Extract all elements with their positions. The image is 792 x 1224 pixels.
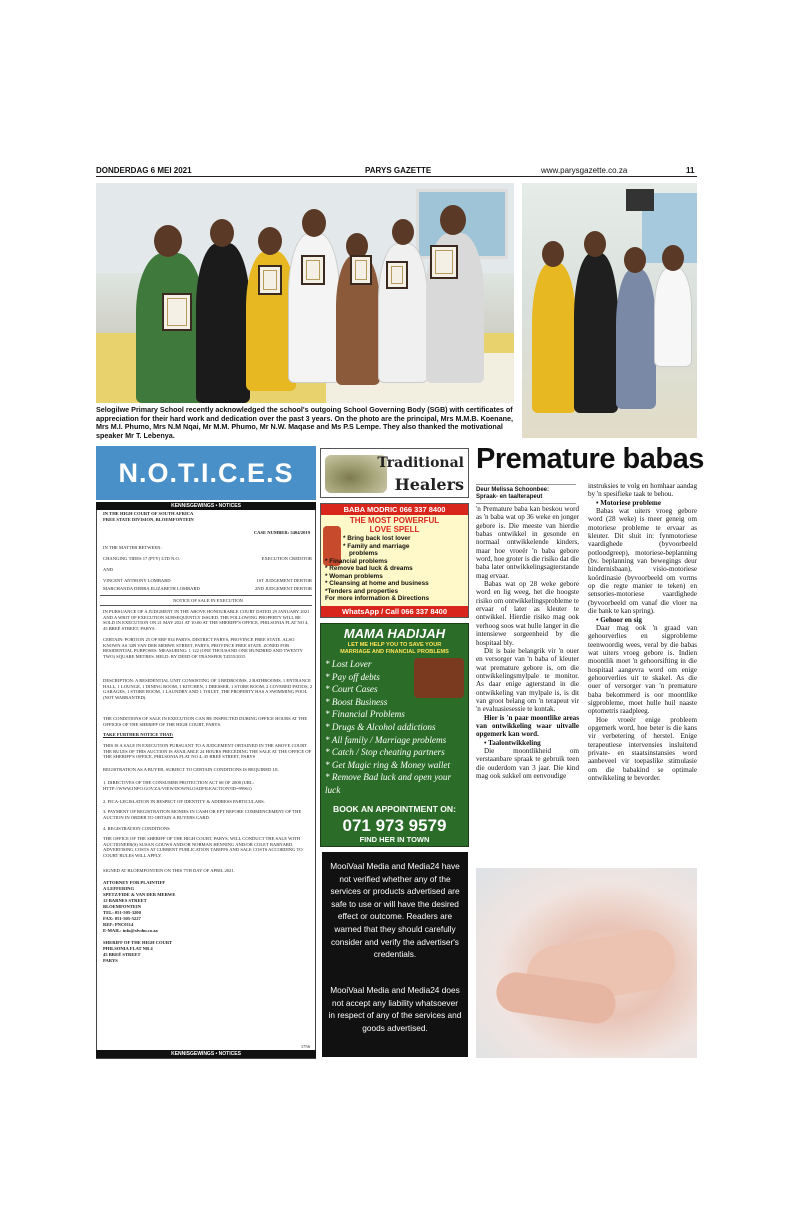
debtor1-name: VINCENT ANTHONY LOMBARD: [103, 578, 171, 583]
byline-role: Spraak- en taalterapeut: [476, 494, 543, 500]
mama-item: * All family / Marriage problems: [325, 734, 447, 745]
baby-photo: [476, 868, 697, 1058]
article-subheading: • Gehoor en sig: [596, 615, 642, 624]
condition-4: 4. REGISTRATION CONDITIONS: [103, 826, 170, 831]
attorney-line: FAX: 051-505-5227: [103, 916, 141, 921]
notice-para-2: CERTAIN: PORTION 25 OF ERF 834 PARYS, DISTRICT PARYS, PROVINCE FREE STATE. ALSO KNOWN AS 32B VAN DER MERWE STREET, PARYS, PROVINCE FREE STATE. ZONED FOR RESIDENTIAL PURPOSES. MEASURING: 1 122 (ONE THOUSAND ONE HUNDRED AND TWENTY TWO) SQUARE METRES. HELD: BY DEED OF TRANSFER T4555/2015: [103, 637, 303, 659]
notice-para-6: REGISTRATION AS A BUYER, SUBJECT TO CERTAIN CONDITIONS IS REQUIRED I.E.: [103, 767, 280, 772]
attorney-line: 12 BARNES STREET: [103, 898, 147, 903]
mama-sub-2: MARRIAGE AND FINANCIAL PROBLEMS: [340, 648, 449, 655]
healers-ad: [320, 448, 469, 498]
court-division: FREE STATE DIVISION, BLOEMFONTEIN: [103, 517, 194, 522]
page-number: 11: [686, 166, 695, 175]
condition-3: 3. PAYMENT OF REGISTRATION MONIES IN CASH OR EFT BEFORE COMMENCEMENT OF THE AUCTION IN ORDER TO OBTAIN A BUYERS CARD.: [103, 809, 302, 820]
mama-book: BOOK AN APPOINTMENT ON:: [332, 804, 456, 814]
baba-phone: BABA MODRIC 066 337 8400: [321, 504, 468, 515]
notice-para-1: IN PURSUANCE OF A JUDGMENT IN THE ABOVE HONOURABLE COURT DATED 29 JANUARY 2021 AND A WRIT OF EXECUTION SUBSEQUENTLY ISSUED, THE FOLLOWING PROPERTY WILL BE SOLD IN EXECUTION ON 21 MAY 2021 AT 10:00 AT THE SHERIFF'S OFFICE, PHILSONIA FLAT NO 4, 45 BREË STREET, PARYS.: [103, 609, 310, 631]
byline: [476, 484, 576, 504]
byline-author: Deur Melissa Schoonbee:: [476, 487, 550, 493]
baba-item: * Woman problems: [325, 572, 383, 580]
mama-item: * Get Magic ring & Money wallet: [325, 759, 451, 770]
in-matter: IN THE MATTER BETWEEN:: [103, 545, 162, 550]
article-column-2: [588, 482, 697, 782]
mama-item: * Drugs & Alcohol addictions: [325, 721, 436, 732]
article-paragraph: Dit is baie belangrik vir 'n ouer en versorger van 'n baba of kleuter wat premature gebore is, om die ontwikkelingsmylpale te monitor. As daar enige agterstand in die ontwikkeling van mylpale is, is dit van groot belang om 'n terapeut vir 'n evaluasiesessie te kontak.: [476, 646, 579, 714]
mama-item: * Court Cases: [325, 684, 378, 695]
article-paragraph: Die moontlikheid om verstaanbare spraak te gebruik teen die ouderdom van 3 jaar. Die kind mag ook sukkel om eenvoudige: [476, 746, 579, 780]
debtor2-role: 2ND JUDGEMENT DEBTOR: [255, 586, 312, 591]
attorney-line: TEL: 051-505-3200: [103, 910, 141, 915]
notice-para-3: DESCRIPTION: A RESIDENTIAL UNIT CONSISTING OF 3 BEDROOMS, 2 BATHROOMS, 1 ENTRANCE HALL, 1 LOUNGE, 1 DINING ROOM, 1 KITCHEN, 1 DRESSER, 1 STORE ROOM, 2 COVERED PATIOS, 2 GARAGES, 1 STORE ROOM, 1 LAUNDRY AND 1 TOILET. THE PROPERTY HAS A SWIMMING POOL (NOT WARRANTED).: [103, 678, 313, 700]
disclaimer-2: MooiVaal Media and Media24 does not accept any liability whatsoever in respect of any of the services and goods advertised.: [328, 985, 462, 1033]
baba-item: * Bring back lost lover: [343, 535, 411, 542]
sheriff-line: SHERIFF OF THE HIGH COURT: [103, 940, 173, 945]
sheriff-line: PHILSONIA FLAT NR 4: [103, 946, 153, 951]
attorney-email: E-MAIL: info@sfvdm.co.za: [103, 928, 158, 933]
creditor-name: CHANGING TIDES 17 (PTY) LTD N.O.: [103, 556, 180, 561]
notice-para-5: THIS IS A SALE IN EXECUTION PURSUANT TO A JUDGEMENT OBTAINED IN THE ABOVE COURT. THE RULES OF THIS AUCTION IS AVAILABLE 24 HOURS PRECEDING THE SALE AT THE OFFICE OF THE SHERIFF'S OFFICE, PHILSONIA FLAT NO 4, 45 BREË STREET, PARYS: [103, 743, 312, 760]
sale-heading: NOTICE OF SALE IN EXECUTION: [173, 598, 243, 603]
mama-item: * Lost Lover: [325, 659, 372, 669]
notice-para-7: THE OFFICE OF THE SHERIFF OF THE HIGH COURT, PARYS, WILL CONDUCT THE SALE WITH AUCTIONEER(S) SUSAN GOUWS AND/OR NORMAN HENNING AND/OR COLET BARNARD. ADVERTISING COSTS AT CURRENT PUBLICATION TARIFFS AND SALE COSTS ACCORDING TO COURT RULES WILL APPLY.: [103, 836, 303, 858]
attorney-line: A LEFFERING: [103, 886, 135, 891]
healers-title-1: Traditional: [377, 455, 464, 471]
attorney-line: REF: PNC0114: [103, 922, 134, 927]
article-subheading: • Taalontwikkeling: [484, 738, 541, 747]
baba-head-2: LOVE SPELL: [369, 525, 420, 534]
website: www.parysgazette.co.za: [541, 166, 628, 175]
article-paragraph: Hoe vroeër enige probleem opgemerk word, hoe beter is die kans vir verbetering of herstel. Enige terapeutiese intervensies insluitend private- en staatsinstansies word aanbeveel vir toepaslike stimulasie om die babakind se optimale ontwikkeling te bevorder.: [588, 715, 697, 783]
baba-item: For more information & Directions: [325, 595, 430, 602]
side-group-photo: [522, 183, 697, 438]
header-rule: [96, 176, 697, 177]
article-paragraph: Daar mag ook 'n graad van gehoorverlies en sigprobleme teenwoordig wees, veral by die babas wat uiters vroeg gebore is. Indien moontlik moet 'n gehoorsifting in die hospitaal aangevra word om enige gehoorverlies uit te skakel. As die ouer of versorger van 'n premature baba bekommerd is oor moontlike sigprobleme, moet hulle huil naaste optometris raadpleeg.: [588, 623, 697, 716]
notices-strip-bottom: KENNISGEWINGS • NOTICES: [96, 1050, 316, 1058]
and-text: AND: [103, 567, 113, 572]
sheriff-line: 45 BREË STREET: [103, 952, 141, 957]
disclaimer-1: MooiVaal Media and Media24 have not verified whether any of the services or products advertised are safe to use or will have the desired effect or outcome. Readers are warned that they should carefully consider and verify the advertiser's credentials.: [330, 861, 460, 960]
mama-item: * Catch / Stop cheating partners: [325, 747, 445, 758]
healers-title-2: Healers: [394, 475, 464, 494]
baba-whatsapp: WhatsApp / Call 066 337 8400: [321, 606, 468, 617]
baba-modric-ad: [320, 503, 469, 618]
mama-find: FIND HER IN TOWN: [359, 835, 430, 844]
take-notice: TAKE FURTHER NOTICE THAT:: [103, 732, 174, 737]
baba-item: * Financial problems: [325, 557, 388, 565]
mama-phone: 071 973 9579: [342, 816, 447, 835]
baba-item: * Cleansing at home and business: [325, 580, 429, 587]
article-paragraph: Babas wat op 28 weke gebore word en lig weeg, het die hoogste risiko om ontwikkelingsprobleme te ervaar of later as kleuter te ontwikkel. Hierdie risiko mag ook verhoog soos wat hulle langer in die intensiewe sorgeenheid by die hospitaal bly.: [476, 580, 579, 647]
notices-banner: N.O.T.I.C.E.S: [96, 446, 316, 500]
baba-head-1: THE MOST POWERFUL: [349, 516, 440, 525]
notice-para-4: THE CONDITIONS OF SALE IN EXECUTION CAN BE INSPECTED DURING OFFICE HOURS AT THE OFFICES OF THE SHERIFF OF THE HIGH COURT, PARYS.: [103, 716, 308, 727]
debtor1-role: 1ST JUDGEMENT DEBTOR: [256, 578, 312, 583]
baba-item: * Remove bad luck & dreams: [325, 565, 413, 572]
sheriff-line: PARYS: [103, 958, 118, 963]
mama-item: * Pay off debts: [325, 671, 380, 682]
photo-caption: Selogilwe Primary School recently acknowledged the school's outgoing School Governing Body (SGB) with certificates of appreciation for their hard work and dedication over the past 3 years. On the photo are the principal, Mrs M.M.B. Koenane, Mrs M.I. Phumo, Mrs N.M Nqai, Mr M.M. Phumo, Mr N.W. Maqase and Ms P.S Lempe. They also thanked the motivational speaker Mr T. Lebenya.: [96, 405, 513, 440]
article-paragraph: Babas wat uiters vroeg gebore word (28 weke) is meer geneig om motoriese probleme te ervaar as kleuter. Dit sluit in: fynmotoriese vaardighede (byvoorbeeld potloodgreep), motoriese-beplanning (bv. beplanning van bewegings deur hindernisbaan), visio-motoriese koördinasie (byvoorbeeld om vorms op die regte manier te teken) en sensories-motoriese vaardighede (byvoorbeeld om vanaf die vloer na die bank te kan spring).: [588, 507, 697, 616]
article-title: Premature babas: [476, 443, 704, 475]
mama-item: * Remove Bad luck and open your luck: [325, 772, 452, 795]
baba-item: * Family and marriage: [343, 542, 410, 550]
attorney-line: BLOEMFONTEIN: [103, 904, 142, 909]
article-column-1: [476, 505, 579, 780]
issue-date: DONDERDAG 6 MEI 2021: [96, 166, 192, 175]
case-number: CASE NUMBER: 5404/2019: [253, 530, 310, 535]
notice-ref: 1756: [300, 1044, 310, 1049]
article-paragraph: Hier is 'n paar moontlike areas van ontwikkeling waar uitvalle opgemerk kan word.: [476, 713, 579, 739]
signed-line: SIGNED AT BLOEMFONTEIN ON THIS 7TH DAY OF APRIL 2021.: [103, 868, 235, 873]
mama-item: * Financial Problems: [325, 709, 405, 720]
creditor-role: EXECUTION CREDITOR: [261, 556, 312, 561]
mama-item: * Boost Business: [325, 696, 388, 707]
baba-item: problems: [349, 550, 378, 557]
paper-name: PARYS GAZETTE: [365, 166, 432, 175]
attorney-heading: ATTORNEY FOR PLAINTIFF: [103, 880, 166, 885]
debtor2-name: MARCHANDA DEBRA ELIZABETH LOMBARD: [103, 586, 200, 591]
condition-2: 2. FICA-LEGISLATION IN RESPECT OF IDENTITY & ADDRESS PARTICULARS.: [103, 799, 265, 804]
court-name: IN THE HIGH COURT OF SOUTH AFRICA: [103, 511, 194, 516]
article-paragraph: 'n Premature baba kan beskou word as 'n baba wat op 36 weke en jonger gebore is. Die meeste van hierdie babas ontwikkel in gesonde en normaal ontwikkelende kinders, maar hoe vroeër 'n baba gebore word, hoe groter is die risiko dat die baba later ontwikkelingsagterstande mag ervaar.: [476, 505, 579, 580]
advertiser-disclaimer: [322, 852, 468, 1057]
attorney-line: SPETZ/FIDE & VAN DER MERWE: [103, 892, 176, 897]
mama-hadijah-ad: [320, 623, 469, 847]
mama-title: MAMA HADIJAH: [343, 626, 446, 641]
baba-item: *Tenders and properties: [325, 587, 399, 595]
sgb-group-photo: [96, 183, 514, 403]
article-subheading: • Motoriese probleme: [596, 498, 661, 507]
notices-strip-top: KENNISGEWINGS • NOTICES: [96, 502, 316, 510]
mama-sub-1: LET ME HELP YOU TO SAVE YOUR: [347, 642, 442, 648]
condition-1: 1. DIRECTIVES OF THE CONSUMER PROTECTION ACT 68 OF 2008 (URL: HTTP://WWW.INFO.GOV.ZA/VIEW/DOWNLOADFILEACTION?ID=99961): [103, 780, 255, 791]
article-paragraph: instruksies te volg en homhaar aandag by 'n spesifieke taak te behou.: [588, 482, 697, 499]
